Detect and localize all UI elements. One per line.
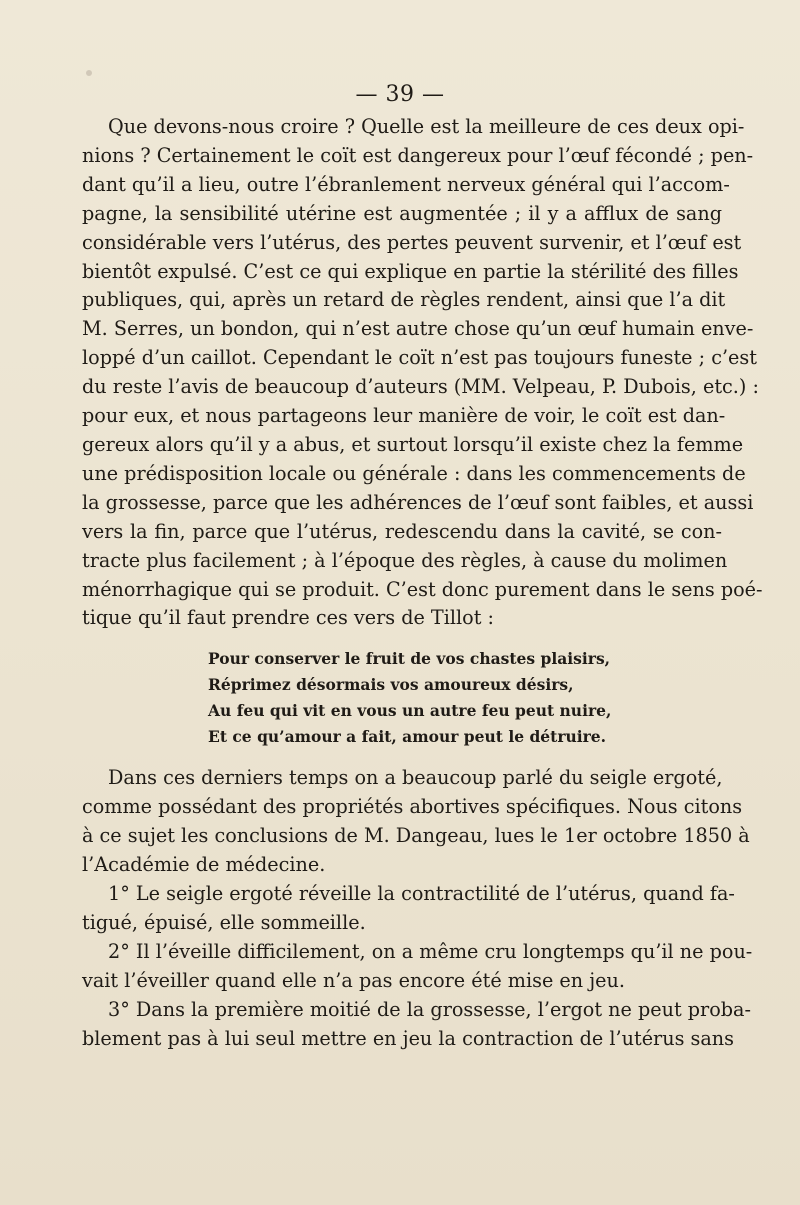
- paragraph-1: [82, 113, 763, 633]
- page-number: — 39 —: [355, 82, 445, 107]
- text-line: tigué, épuisé, elle sommeille.: [82, 910, 366, 934]
- text-line: comme possédant des propriétés abortives spécifiques. Nous citons: [82, 794, 743, 818]
- text-line: ménorrhagique qui se produit. C’est donc purement dans le sens poé-: [82, 577, 763, 601]
- paragraph-2: [82, 764, 750, 880]
- text-line: nions ? Certainement le coït est dangereux pour l’œuf fécondé ; pen-: [82, 143, 754, 167]
- text-line: à ce sujet les conclusions de M. Dangeau, lues le 1er octobre 1850 à: [82, 823, 750, 847]
- text-line: pagne, la sensibilité utérine est augmentée ; il y a afflux de sang: [82, 201, 722, 225]
- text-line: dant qu’il a lieu, outre l’ébranlement nerveux général qui l’accom-: [82, 172, 730, 196]
- text-line: une prédisposition locale ou générale : dans les commencements de: [82, 461, 746, 485]
- verse-line: Réprimez désormais vos amoureux désirs,: [208, 675, 574, 694]
- text-line: bientôt expulsé. C’est ce qui explique en partie la stérilité des filles: [82, 259, 739, 283]
- text-line: tique qu’il faut prendre ces vers de Tillot :: [82, 606, 494, 630]
- text-line: l’Académie de médecine.: [82, 852, 326, 876]
- conclusion-item-1: [82, 880, 735, 938]
- text-line: gereux alors qu’il y a abus, et surtout lorsqu’il existe chez la femme: [82, 432, 744, 456]
- text-line: Que devons-nous croire ? Quelle est la meilleure de ces deux opi-: [108, 115, 745, 138]
- verse-line: Et ce qu’amour a fait, amour peut le détruire.: [208, 727, 607, 746]
- text-line: 1° Le seigle ergoté réveille la contractilité de l’utérus, quand fa-: [108, 882, 735, 905]
- verse-line: Pour conserver le fruit de vos chastes plaisirs,: [208, 649, 611, 668]
- text-line: du reste l’avis de beaucoup d’auteurs (MM. Velpeau, P. Dubois, etc.) :: [82, 375, 759, 399]
- text-line: vait l’éveiller quand elle n’a pas encore été mise en jeu.: [82, 968, 625, 992]
- text-line: 3° Dans la première moitié de la grossesse, l’ergot ne peut proba-: [108, 998, 751, 1021]
- text-line: vers la fin, parce que l’utérus, redescendu dans la cavité, se con-: [82, 519, 722, 543]
- verse-quotation: [208, 646, 611, 750]
- text-line: loppé d’un caillot. Cependant le coït n’est pas toujours funeste ; c’est: [82, 346, 757, 370]
- text-line: publiques, qui, après un retard de règles rendent, ainsi que l’a dit: [82, 288, 726, 312]
- text-line: la grossesse, parce que les adhérences de l’œuf sont faibles, et aussi: [82, 490, 754, 514]
- text-line: blement pas à lui seul mettre en jeu la contraction de l’utérus sans: [82, 1026, 735, 1050]
- verse-line: Au feu qui vit en vous un autre feu peut nuire,: [208, 701, 612, 720]
- text-line: M. Serres, un bondon, qui n’est autre chose qu’un œuf humain enve-: [82, 317, 754, 341]
- text-line: tracte plus facilement ; à l’époque des règles, à cause du molimen: [82, 548, 728, 572]
- text-line: Dans ces derniers temps on a beaucoup parlé du seigle ergoté,: [108, 766, 723, 789]
- text-line: 2° Il l’éveille difficilement, on a même cru longtemps qu’il ne pou-: [108, 940, 753, 963]
- text-line: pour eux, et nous partageons leur manière de voir, le coït est dan-: [82, 404, 726, 428]
- conclusion-item-3: [82, 996, 751, 1054]
- ink-speck: [86, 70, 92, 76]
- conclusion-item-2: [82, 938, 753, 996]
- text-line: considérable vers l’utérus, des pertes peuvent survenir, et l’œuf est: [82, 230, 742, 254]
